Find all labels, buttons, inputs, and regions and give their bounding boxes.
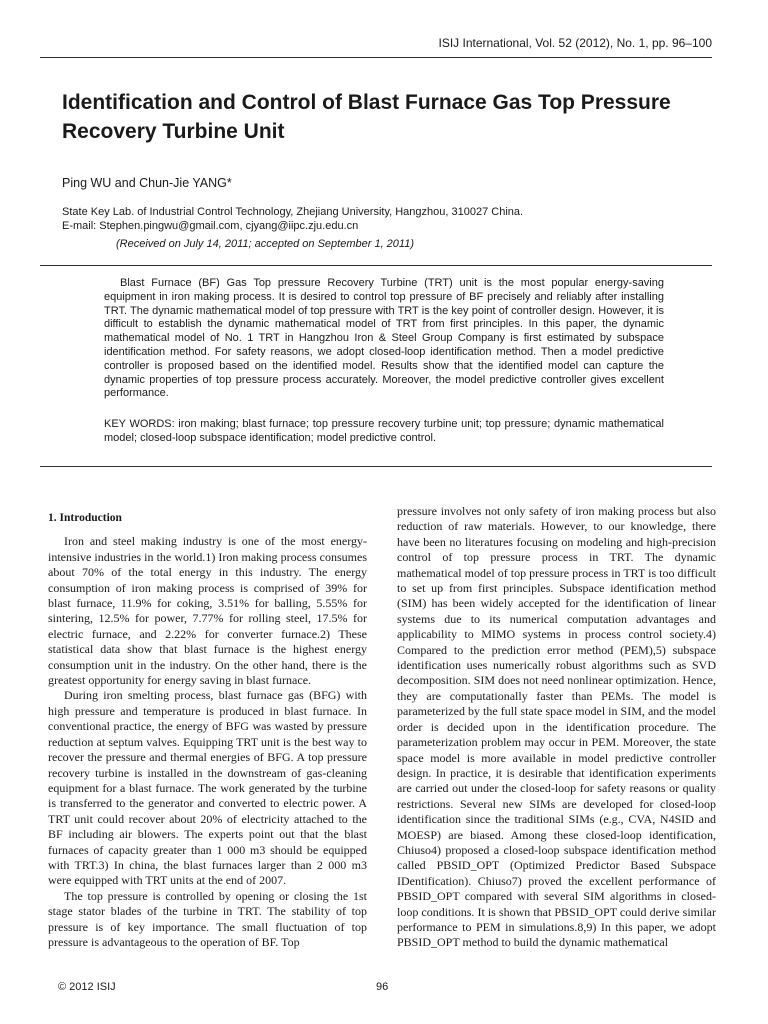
body-paragraph: Iron and steel making industry is one of the most energy-intensive industries in the world.1) Iron making process consumes about 70% of the total energy in this industry. The energy consumption of iron making process is comprised of 39% for blast furnace, 11.9% for coking, 3.51% for balling, 5.55% for sintering, 12.5% for power, 7.77% for rolling steel, 17.5% for electric furnace, and 2.22% for converter furnace.2) These statistical data show that blast furnace is the highest energy consumption unit in the industry. On the other hand, there is the greatest opportunity for energy saving in blast furnace. xyxy=(48,534,367,688)
copyright-footer: © 2012 ISIJ xyxy=(58,981,116,993)
title-line-2: Recovery Turbine Unit xyxy=(62,120,285,143)
author-list: Ping WU and Chun-Jie YANG* xyxy=(62,176,232,190)
journal-citation: ISIJ International, Vol. 52 (2012), No. 1, pp. 96–100 xyxy=(438,36,712,50)
affiliation-block xyxy=(62,205,523,233)
body-paragraph: During iron smelting process, blast furnace gas (BFG) with high pressure and temperature is produced in blast furnace. In conventional practice, the energy of BFG was wasted by pressure reduction at septum valves. Equipping TRT unit is the best way to recover the pressure and thermal energies of BFG. A top pressure recovery turbine is installed in the downstream of gas-cleaning equipment for a blast furnace. The work generated by the turbine is transferred to the generator and converted to electric power. A TRT unit could recover about 20% of electricity attached to the BF including air blowers. The experts point out that the blast furnaces of capacity greater than 1 000 m3 should be equipped with TRT.3) In china, the blast furnaces larger than 2 000 m3 were equipped with TRT units at the end of 2007. xyxy=(48,688,367,888)
section-heading-introduction: 1. Introduction xyxy=(48,512,122,524)
right-column xyxy=(397,504,716,951)
received-date: (Received on July 14, 2011; accepted on September 1, 2011) xyxy=(116,238,415,250)
contact-email: E-mail: Stephen.pingwu@gmail.com, cjyang@iipc.zju.edu.cn xyxy=(62,220,359,232)
abstract-top-rule xyxy=(40,265,712,266)
paper-title xyxy=(62,88,682,146)
title-line-1: Identification and Control of Blast Furnace Gas Top Pressure xyxy=(62,91,671,114)
body-paragraph: pressure involves not only safety of iron making process but also reduction of raw materials. However, to our knowledge, there have been no literatures focusing on modeling and high-precision control of top pressure process in TRT. The dynamic mathematical model of top pressure process in TRT is too difficult to set up from first principles. Subspace identification method (SIM) has been widely accepted for the identification of linear systems due to its numerical computation advantages and applicability to MIMO systems in process control society.4) Compared to the prediction error method (PEM),5) subspace identification uses numerically robust algorithms such as SVD decomposition. SIM does not need nonlinear optimization. Hence, they are computationally faster than PEMs. The model is parameterized by the full state space model in SIM, and the model order is decided upon in the identification procedure. The parameterization problem may occur in PEM. Moreover, the state space model is more available in model predictive controller design. In practice, it is desirable that identification experiments are carried out under the closed-loop for safety reasons or quality restrictions. Several new SIMs are developed for closed-loop identification since the traditional SIMs (e.g., CVA, N4SID and MOESP) are biased. Among these closed-loop identification, Chiuso4) proposed a closed-loop subspace identification method called PBSID_OPT (Optimized Predictor Based Subspace IDentification). Chiuso7) proved the excellent performance of PBSID_OPT compared with several SIM algorithms in closed-loop conditions. It is shown that PBSID_OPT could derive similar performance to PEM in simulations.8,9) In this paper, we adopt PBSID_OPT method to build the dynamic mathematical xyxy=(397,504,716,950)
abstract-bottom-rule xyxy=(40,466,712,467)
page-number: 96 xyxy=(376,981,389,993)
abstract: Blast Furnace (BF) Gas Top pressure Recovery Turbine (TRT) unit is the most popular energy-saving equipment in iron making process. It is desired to control top pressure of BF precisely and reliably after installing TRT. The dynamic mathematical model of top pressure with TRT is the key point of controller design. However, it is difficult to establish the dynamic mathematical model of TRT from first principles. In this paper, the dynamic mathematical model of No. 1 TRT in Hangzhou Iron & Steel Group Company is first estimated by subspace identification method. For safety reasons, we adopt closed-loop identification method. Then a model predictive controller is proposed based on the identified model. Results show that the identified model can capture the dynamic properties of top pressure process accurately. Moreover, the model predictive controller gives excellent performance. xyxy=(104,277,664,400)
header-rule xyxy=(40,57,712,58)
affiliation: State Key Lab. of Industrial Control Technology, Zhejiang University, Hangzhou, 310027 China. xyxy=(62,206,524,218)
left-column xyxy=(48,503,367,950)
body-paragraph: The top pressure is controlled by opening or closing the 1st stage stator blades of the turbine in TRT. The stability of top pressure is of key importance. The small fluctuation of top pressure is advantageous to the operation of BF. Top xyxy=(48,888,367,949)
keywords: KEY WORDS: iron making; blast furnace; top pressure recovery turbine unit; top pressure; dynamic mathematical model; closed-loop subspace identification; model predictive control. xyxy=(104,418,664,444)
